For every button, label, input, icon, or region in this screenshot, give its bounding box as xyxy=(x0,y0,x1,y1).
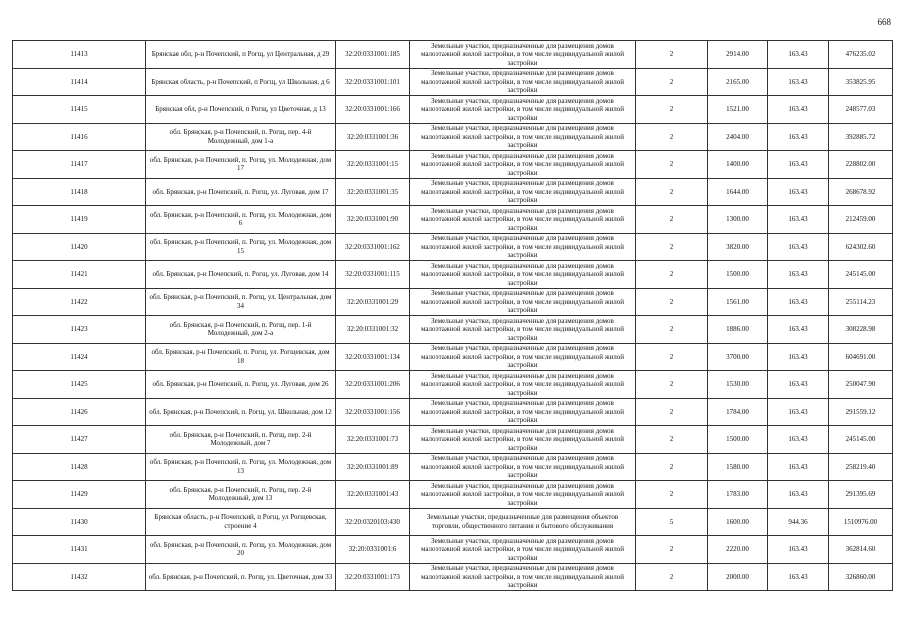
area-cell: 1784.00 xyxy=(708,398,768,426)
address-cell: обл. Брянская, р-н Почепский, п. Рогщ, ул. Молодежная, дом 15 xyxy=(146,233,336,261)
land-use-cell: Земельные участки, предназначенные для размещения домов малоэтажной жилой застройки, в том числе индивидуальной жилой застройки xyxy=(410,123,636,151)
cadastral-number-cell: 32:20:0331001:89 xyxy=(336,453,410,481)
table-row xyxy=(13,96,893,124)
address-cell: обл. Брянская, р-н Почепский, п. Рогщ, ул. Молодежная, дом 20 xyxy=(146,536,336,564)
land-use-cell: Земельные участки, предназначенные для размещения домов малоэтажной жилой застройки, в том числе индивидуальной жилой застройки xyxy=(410,453,636,481)
area-cell: 1580.00 xyxy=(708,453,768,481)
table-row xyxy=(13,371,893,399)
row-number: 11418 xyxy=(13,178,146,206)
row-number: 11426 xyxy=(13,398,146,426)
land-use-cell: Земельные участки, предназначенные для размещения домов малоэтажной жилой застройки, в том числе индивидуальной жилой застройки xyxy=(410,206,636,234)
address-cell: обл. Брянская, р-н Почепский, п. Рогщ, пер. 1-й Молодежный, дом 2-а xyxy=(146,316,336,344)
cadastral-number-cell: 32:20:0331001:173 xyxy=(336,563,410,591)
row-number: 11424 xyxy=(13,343,146,371)
area-cell: 1500.00 xyxy=(708,261,768,289)
land-use-cell: Земельные участки, предназначенные для размещения домов малоэтажной жилой застройки, в том числе индивидуальной жилой застройки xyxy=(410,536,636,564)
group-cell: 2 xyxy=(636,178,708,206)
group-cell: 2 xyxy=(636,398,708,426)
address-cell: Брянская область, р-н Почепский, п Рогщ, ул Рогщевская, строение 4 xyxy=(146,508,336,536)
land-use-cell: Земельные участки, предназначенные для размещения домов малоэтажной жилой застройки, в том числе индивидуальной жилой застройки xyxy=(410,178,636,206)
land-use-cell: Земельные участки, предназначенные для размещения домов малоэтажной жилой застройки, в том числе индивидуальной жилой застройки xyxy=(410,398,636,426)
address-cell: обл. Брянская, р-н Почепский, п. Рогщ, ул. Рогщевская, дом 18 xyxy=(146,343,336,371)
cadastral-value-cell: 308228.98 xyxy=(829,316,893,344)
table-row xyxy=(13,178,893,206)
cadastral-value-cell: 291559.12 xyxy=(829,398,893,426)
cadastral-number-cell: 32:20:0331001:156 xyxy=(336,398,410,426)
unit-value-cell: 163.43 xyxy=(768,261,829,289)
table-row xyxy=(13,536,893,564)
unit-value-cell: 163.43 xyxy=(768,206,829,234)
address-cell: обл. Брянская, р-н Почепский, п. Рогщ, пер. 2-й Молодежный, дом 13 xyxy=(146,481,336,509)
address-cell: обл. Брянская, р-н Почепский, п. Рогщ, ул. Цветочная, дом 33 xyxy=(146,563,336,591)
cadastral-number-cell: 32:20:0331001:166 xyxy=(336,96,410,124)
group-cell: 2 xyxy=(636,151,708,179)
address-cell: обл. Брянская, р-н Почепский, п. Рогщ, ул. Луговая, дом 26 xyxy=(146,371,336,399)
row-number: 11421 xyxy=(13,261,146,289)
row-number: 11420 xyxy=(13,233,146,261)
unit-value-cell: 163.43 xyxy=(768,316,829,344)
cadastral-value-cell: 604691.00 xyxy=(829,343,893,371)
cadastral-number-cell: 32:20:0331001:73 xyxy=(336,426,410,454)
group-cell: 2 xyxy=(636,96,708,124)
cadastral-number-cell: 32:20:0331001:162 xyxy=(336,233,410,261)
table-row xyxy=(13,426,893,454)
unit-value-cell: 163.43 xyxy=(768,563,829,591)
row-number: 11431 xyxy=(13,536,146,564)
table-row xyxy=(13,151,893,179)
area-cell: 1400.00 xyxy=(708,151,768,179)
group-cell: 2 xyxy=(636,481,708,509)
unit-value-cell: 163.43 xyxy=(768,536,829,564)
table-row xyxy=(13,261,893,289)
cadastral-value-cell: 1510976.00 xyxy=(829,508,893,536)
land-use-cell: Земельные участки, предназначенные для размещения домов малоэтажной жилой застройки, в том числе индивидуальной жилой застройки xyxy=(410,233,636,261)
cadastral-value-cell: 362814.60 xyxy=(829,536,893,564)
row-number: 11415 xyxy=(13,96,146,124)
unit-value-cell: 163.43 xyxy=(768,123,829,151)
land-use-cell: Земельные участки, предназначенные для размещения домов малоэтажной жилой застройки, в том числе индивидуальной жилой застройки xyxy=(410,68,636,96)
row-number: 11416 xyxy=(13,123,146,151)
row-number: 11417 xyxy=(13,151,146,179)
unit-value-cell: 163.43 xyxy=(768,96,829,124)
cadastral-number-cell: 32:20:0331001:6 xyxy=(336,536,410,564)
table-row xyxy=(13,288,893,316)
table-row xyxy=(13,233,893,261)
row-number: 11413 xyxy=(13,41,146,69)
group-cell: 2 xyxy=(636,288,708,316)
unit-value-cell: 163.43 xyxy=(768,233,829,261)
cadastral-number-cell: 32:20:0331001:185 xyxy=(336,41,410,69)
row-number: 11425 xyxy=(13,371,146,399)
area-cell: 1530.00 xyxy=(708,371,768,399)
group-cell: 2 xyxy=(636,563,708,591)
group-cell: 2 xyxy=(636,41,708,69)
land-use-cell: Земельные участки, предназначенные для размещения домов малоэтажной жилой застройки, в том числе индивидуальной жилой застройки xyxy=(410,426,636,454)
group-cell: 2 xyxy=(636,206,708,234)
cadastral-number-cell: 32:20:0331001:36 xyxy=(336,123,410,151)
area-cell: 1561.00 xyxy=(708,288,768,316)
table-row xyxy=(13,398,893,426)
group-cell: 2 xyxy=(636,123,708,151)
area-cell: 1300.00 xyxy=(708,206,768,234)
unit-value-cell: 163.43 xyxy=(768,453,829,481)
unit-value-cell: 163.43 xyxy=(768,151,829,179)
group-cell: 2 xyxy=(636,453,708,481)
unit-value-cell: 163.43 xyxy=(768,481,829,509)
row-number: 11414 xyxy=(13,68,146,96)
cadastral-value-cell: 624302.60 xyxy=(829,233,893,261)
address-cell: обл. Брянская, р-н Почепский, п. Рогщ, ул. Молодежная, дом 13 xyxy=(146,453,336,481)
area-cell: 2914.00 xyxy=(708,41,768,69)
table-row xyxy=(13,563,893,591)
land-use-cell: Земельные участки, предназначенные для размещения домов малоэтажной жилой застройки, в том числе индивидуальной жилой застройки xyxy=(410,288,636,316)
cadastral-number-cell: 32:20:0331001:206 xyxy=(336,371,410,399)
land-use-cell: Земельные участки, предназначенные для размещения домов малоэтажной жилой застройки, в том числе индивидуальной жилой застройки xyxy=(410,151,636,179)
cadastral-value-cell: 228802.00 xyxy=(829,151,893,179)
table-row xyxy=(13,206,893,234)
table-row xyxy=(13,453,893,481)
area-cell: 3700.00 xyxy=(708,343,768,371)
area-cell: 1521.00 xyxy=(708,96,768,124)
cadastral-number-cell: 32:20:0331001:29 xyxy=(336,288,410,316)
unit-value-cell: 163.43 xyxy=(768,426,829,454)
cadastral-value-cell: 258219.40 xyxy=(829,453,893,481)
land-use-cell: Земельные участки, предназначенные для размещения домов малоэтажной жилой застройки, в том числе индивидуальной жилой застройки xyxy=(410,316,636,344)
cadastral-value-cell: 250047.90 xyxy=(829,371,893,399)
area-cell: 1783.00 xyxy=(708,481,768,509)
area-cell: 2165.00 xyxy=(708,68,768,96)
cadastral-value-cell: 248577.03 xyxy=(829,96,893,124)
group-cell: 2 xyxy=(636,233,708,261)
cadastral-number-cell: 32:20:0331001:90 xyxy=(336,206,410,234)
group-cell: 2 xyxy=(636,68,708,96)
cadastral-value-cell: 326860.00 xyxy=(829,563,893,591)
land-use-cell: Земельные участки, предназначенные для размещения домов малоэтажной жилой застройки, в том числе индивидуальной жилой застройки xyxy=(410,371,636,399)
cadastral-value-cell: 392885.72 xyxy=(829,123,893,151)
table-row xyxy=(13,343,893,371)
row-number: 11423 xyxy=(13,316,146,344)
land-use-cell: Земельные участки, предназначенные для размещения домов малоэтажной жилой застройки, в том числе индивидуальной жилой застройки xyxy=(410,41,636,69)
address-cell: обл. Брянская, р-н Почепский, п. Рогщ, пер. 4-й Молодежный, дом 1-а xyxy=(146,123,336,151)
address-cell: обл. Брянская, р-н Почепский, п. Рогщ, ул. Центральная, дом 34 xyxy=(146,288,336,316)
cadastral-number-cell: 32:20:0331001:115 xyxy=(336,261,410,289)
address-cell: обл. Брянская, р-н Почепский, п. Рогщ, ул. Луговая, дом 14 xyxy=(146,261,336,289)
cadastral-value-cell: 291395.69 xyxy=(829,481,893,509)
address-cell: обл. Брянская, р-н Почепский, п. Рогщ, пер. 2-й Молодежный, дом 7 xyxy=(146,426,336,454)
land-use-cell: Земельные участки, предназначенные для размещения объектов торговли, общественного питания и бытового обслуживания xyxy=(410,508,636,536)
unit-value-cell: 944.36 xyxy=(768,508,829,536)
unit-value-cell: 163.43 xyxy=(768,398,829,426)
group-cell: 2 xyxy=(636,536,708,564)
area-cell: 2000.00 xyxy=(708,563,768,591)
unit-value-cell: 163.43 xyxy=(768,41,829,69)
cadastral-value-cell: 255114.23 xyxy=(829,288,893,316)
unit-value-cell: 163.43 xyxy=(768,288,829,316)
row-number: 11427 xyxy=(13,426,146,454)
table-row xyxy=(13,316,893,344)
address-cell: Брянская область, р-н Почепский, п Рогщ, ул Школьная, д 6 xyxy=(146,68,336,96)
area-cell: 1886.00 xyxy=(708,316,768,344)
land-use-cell: Земельные участки, предназначенные для размещения домов малоэтажной жилой застройки, в том числе индивидуальной жилой застройки xyxy=(410,481,636,509)
cadastral-value-cell: 245145.00 xyxy=(829,426,893,454)
row-number: 11430 xyxy=(13,508,146,536)
land-use-cell: Земельные участки, предназначенные для размещения домов малоэтажной жилой застройки, в том числе индивидуальной жилой застройки xyxy=(410,563,636,591)
cadastral-number-cell: 32:20:0320103:430 xyxy=(336,508,410,536)
land-use-cell: Земельные участки, предназначенные для размещения домов малоэтажной жилой застройки, в том числе индивидуальной жилой застройки xyxy=(410,343,636,371)
address-cell: обл. Брянская, р-н Почепский, п. Рогщ, ул. Луговая, дом 17 xyxy=(146,178,336,206)
address-cell: Брянская обл, р-н Почепский, п Рогщ, ул Цветочная, д 13 xyxy=(146,96,336,124)
cadastral-value-cell: 245145.00 xyxy=(829,261,893,289)
unit-value-cell: 163.43 xyxy=(768,178,829,206)
unit-value-cell: 163.43 xyxy=(768,371,829,399)
area-cell: 2220.00 xyxy=(708,536,768,564)
address-cell: обл. Брянская, р-н Почепский, п. Рогщ, ул. Молодежная, дом 6 xyxy=(146,206,336,234)
group-cell: 5 xyxy=(636,508,708,536)
table-row xyxy=(13,481,893,509)
row-number: 11429 xyxy=(13,481,146,509)
land-use-cell: Земельные участки, предназначенные для размещения домов малоэтажной жилой застройки, в том числе индивидуальной жилой застройки xyxy=(410,261,636,289)
unit-value-cell: 163.43 xyxy=(768,68,829,96)
cadastral-value-cell: 353825.95 xyxy=(829,68,893,96)
cadastral-number-cell: 32:20:0331001:134 xyxy=(336,343,410,371)
row-number: 11428 xyxy=(13,453,146,481)
cadastral-number-cell: 32:20:0331001:101 xyxy=(336,68,410,96)
row-number: 11419 xyxy=(13,206,146,234)
area-cell: 1500.00 xyxy=(708,426,768,454)
address-cell: обл. Брянская, р-н Почепский, п. Рогщ, ул. Молодежная, дом 17 xyxy=(146,151,336,179)
area-cell: 3820.00 xyxy=(708,233,768,261)
cadastral-number-cell: 32:20:0331001:32 xyxy=(336,316,410,344)
unit-value-cell: 163.43 xyxy=(768,343,829,371)
page-number: 668 xyxy=(877,17,891,27)
address-cell: обл. Брянская, р-н Почепский, п. Рогщ, ул. Школьная, дом 12 xyxy=(146,398,336,426)
cadastral-value-cell: 212459.00 xyxy=(829,206,893,234)
row-number: 11422 xyxy=(13,288,146,316)
cadastral-number-cell: 32:20:0331001:15 xyxy=(336,151,410,179)
area-cell: 1600.00 xyxy=(708,508,768,536)
cadastral-value-table xyxy=(12,40,893,591)
table-row xyxy=(13,123,893,151)
row-number: 11432 xyxy=(13,563,146,591)
table-row xyxy=(13,68,893,96)
area-cell: 1644.00 xyxy=(708,178,768,206)
cadastral-number-cell: 32:20:0331001:43 xyxy=(336,481,410,509)
group-cell: 2 xyxy=(636,371,708,399)
cadastral-number-cell: 32:20:0331001:35 xyxy=(336,178,410,206)
cadastral-value-cell: 476235.02 xyxy=(829,41,893,69)
table-row xyxy=(13,508,893,536)
address-cell: Брянская обл, р-н Почепский, п Рогщ, ул Центральная, д 29 xyxy=(146,41,336,69)
group-cell: 2 xyxy=(636,316,708,344)
group-cell: 2 xyxy=(636,426,708,454)
cadastral-value-cell: 268678.92 xyxy=(829,178,893,206)
table-row xyxy=(13,41,893,69)
group-cell: 2 xyxy=(636,343,708,371)
group-cell: 2 xyxy=(636,261,708,289)
land-use-cell: Земельные участки, предназначенные для размещения домов малоэтажной жилой застройки, в том числе индивидуальной жилой застройки xyxy=(410,96,636,124)
area-cell: 2404.00 xyxy=(708,123,768,151)
